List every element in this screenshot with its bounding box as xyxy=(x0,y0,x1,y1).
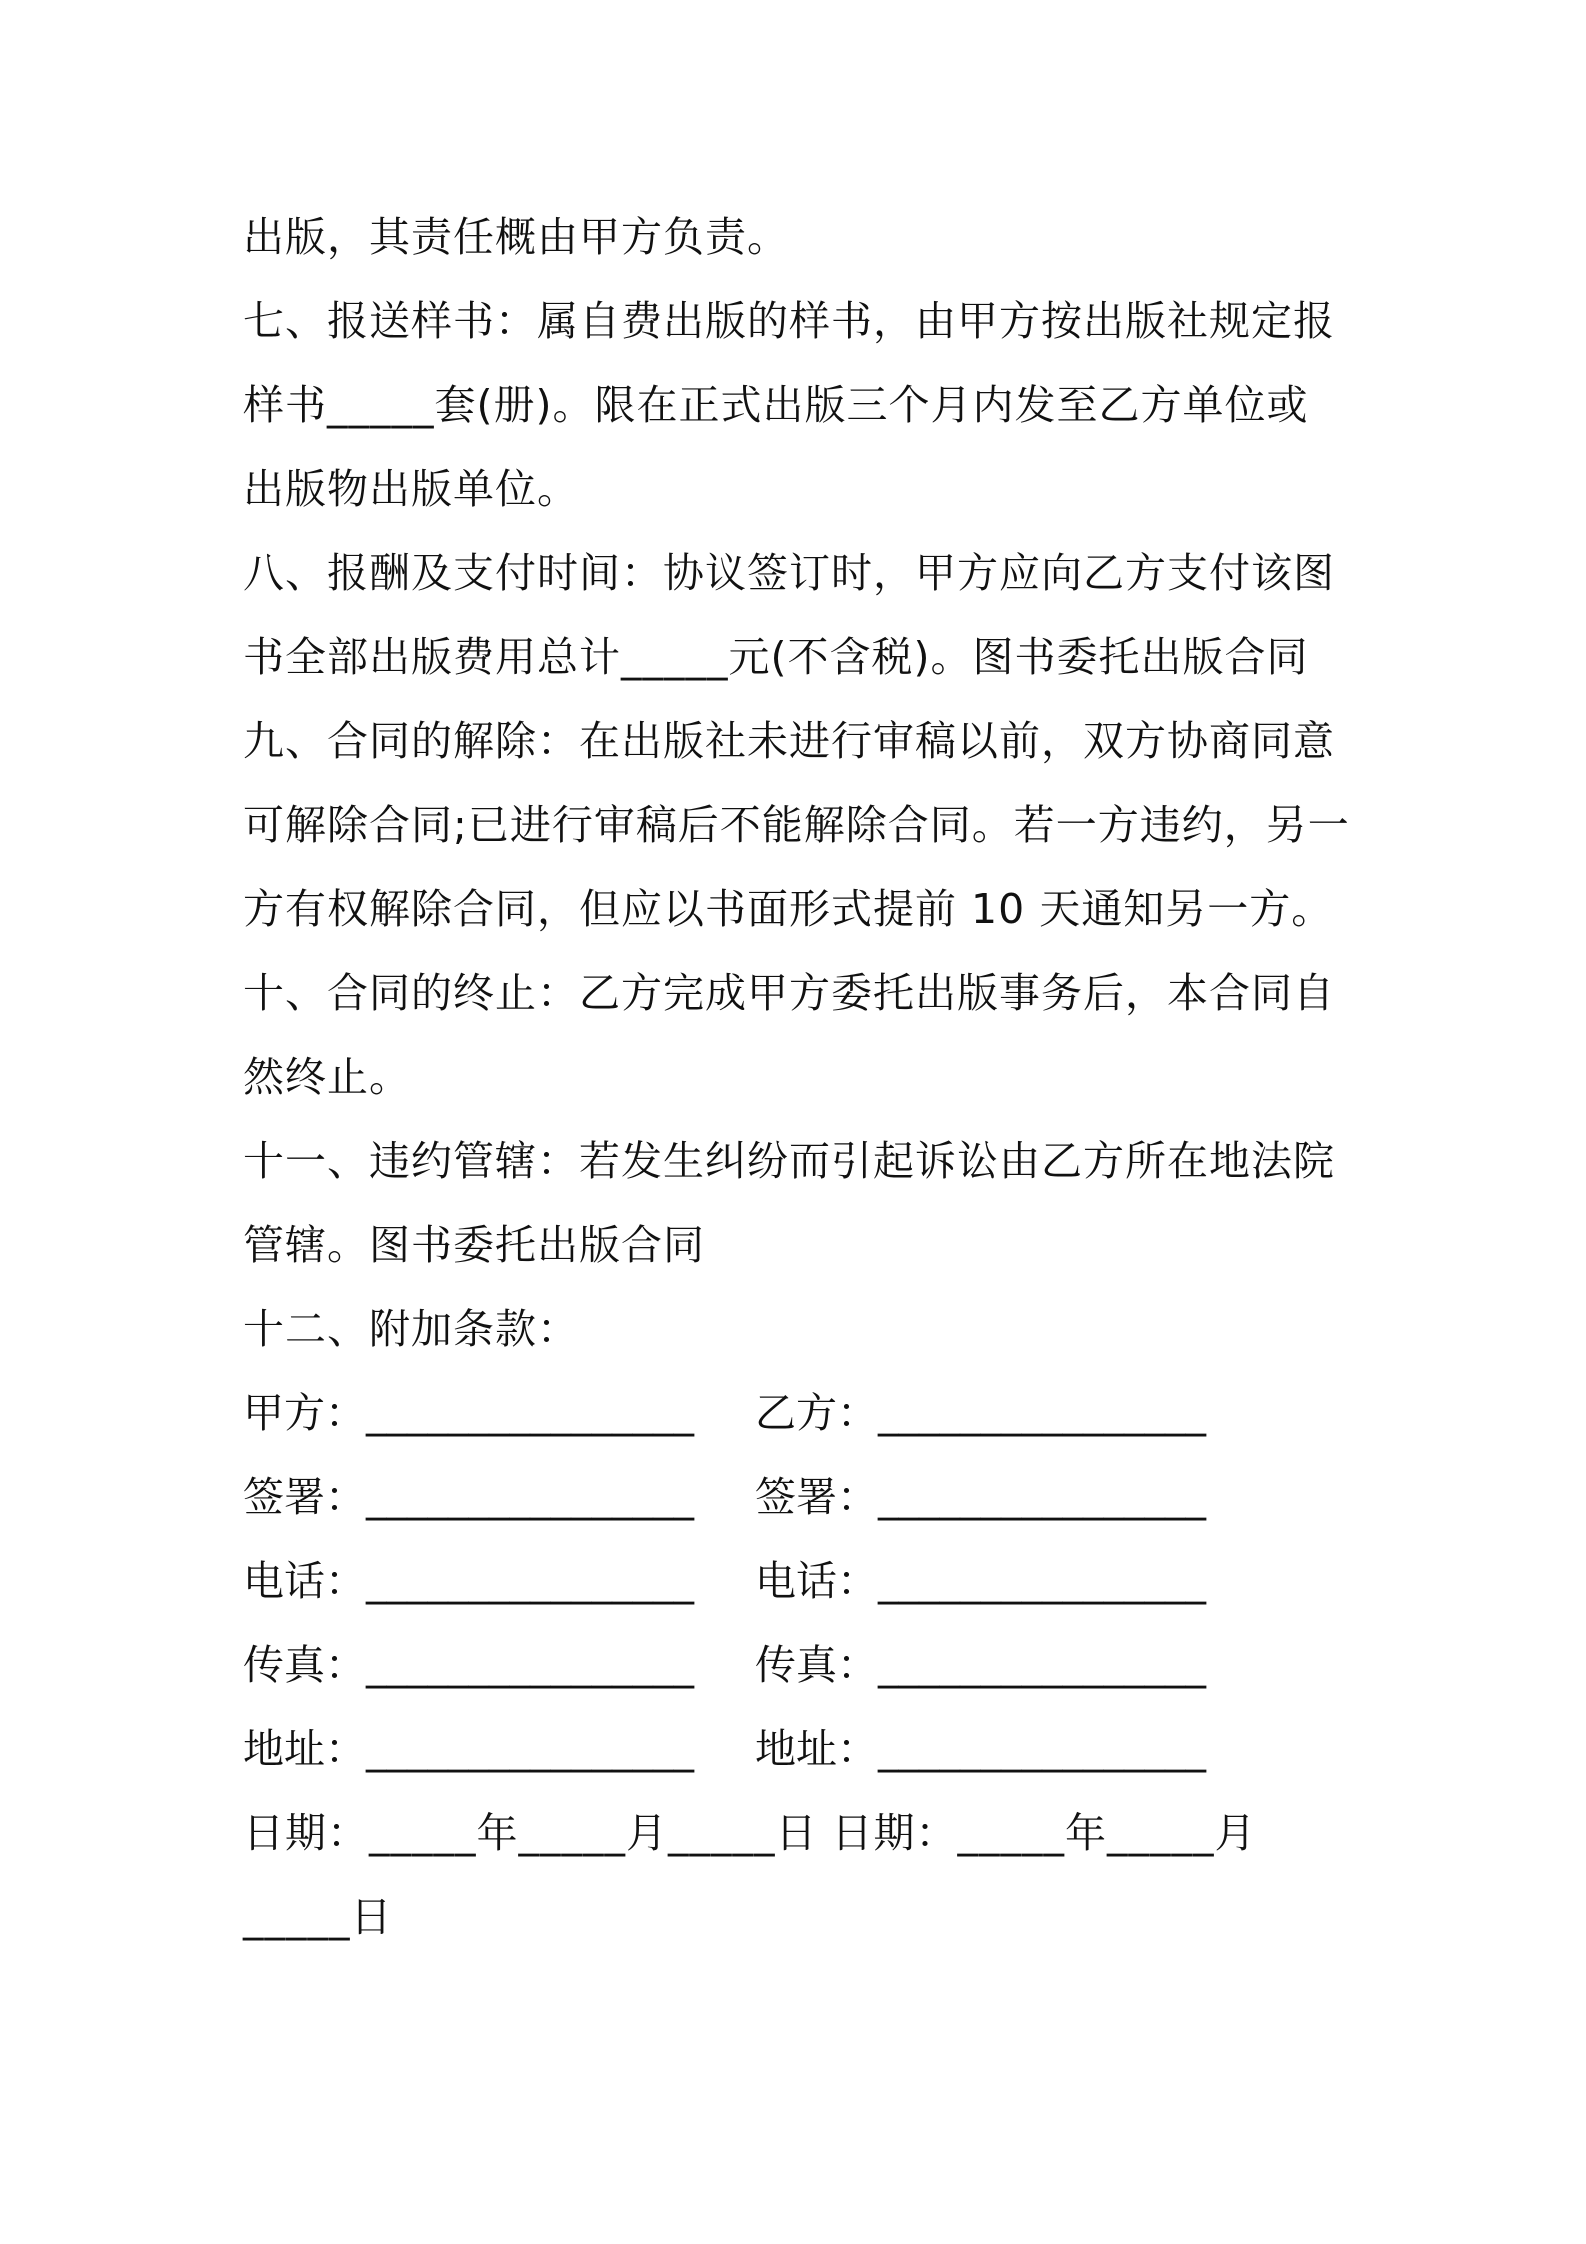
party-b-field[interactable]: 乙方：________________ xyxy=(755,1389,1206,1437)
signature-row-party xyxy=(243,1371,1363,1455)
party-b-phone-field[interactable]: 电话：________________ xyxy=(755,1557,1206,1605)
clause-12-heading: 十二、附加条款： xyxy=(243,1305,579,1353)
party-a-fax-field[interactable]: 传真：________________ xyxy=(243,1641,694,1689)
party-b-sign-field[interactable]: 签署：________________ xyxy=(755,1473,1206,1521)
date-line-tail[interactable]: _____日 xyxy=(243,1893,393,1941)
clause-8-line-2: 书全部出版费用总计_____元(不含税)。图书委托出版合同 xyxy=(243,633,1309,681)
contract-page xyxy=(243,195,1363,1959)
party-b-address-field[interactable]: 地址：________________ xyxy=(755,1725,1206,1773)
party-a-address-field[interactable]: 地址：________________ xyxy=(243,1725,694,1773)
clause-7-line-3: 出版物出版单位。 xyxy=(243,465,579,513)
clause-11-line-1: 十一、违约管辖：若发生纠纷而引起诉讼由乙方所在地法院 xyxy=(243,1137,1335,1185)
signature-row-phone xyxy=(243,1539,1363,1623)
party-a-phone-field[interactable]: 电话：________________ xyxy=(243,1557,694,1605)
clause-11-line-2: 管辖。图书委托出版合同 xyxy=(243,1221,705,1269)
party-a-field[interactable]: 甲方：________________ xyxy=(243,1389,694,1437)
party-b-fax-field[interactable]: 传真：________________ xyxy=(755,1641,1206,1689)
clause-10-line-1: 十、合同的终止：乙方完成甲方委托出版事务后，本合同自 xyxy=(243,969,1335,1017)
signature-row-fax xyxy=(243,1623,1363,1707)
clause-9-line-1: 九、合同的解除：在出版社未进行审稿以前，双方协商同意 xyxy=(243,717,1335,765)
clause-9-line-2: 可解除合同;已进行审稿后不能解除合同。若一方违约，另一 xyxy=(243,801,1350,849)
clause-8-line-1: 八、报酬及支付时间：协议签订时，甲方应向乙方支付该图 xyxy=(243,549,1335,597)
signature-row-sign xyxy=(243,1455,1363,1539)
text-line-1: 出版，其责任概由甲方负责。 xyxy=(243,213,789,261)
clause-9-line-3: 方有权解除合同，但应以书面形式提前 10 天通知另一方。 xyxy=(243,885,1334,933)
party-a-sign-field[interactable]: 签署：________________ xyxy=(243,1473,694,1521)
date-line[interactable]: 日期：_____年_____月_____日 日期：_____年_____月 xyxy=(243,1809,1257,1857)
clause-7-line-1: 七、报送样书：属自费出版的样书，由甲方按出版社规定报 xyxy=(243,297,1335,345)
clause-7-line-2: 样书_____套(册)。限在正式出版三个月内发至乙方单位或 xyxy=(243,381,1309,429)
signature-row-address xyxy=(243,1707,1363,1791)
clause-10-line-2: 然终止。 xyxy=(243,1053,411,1101)
